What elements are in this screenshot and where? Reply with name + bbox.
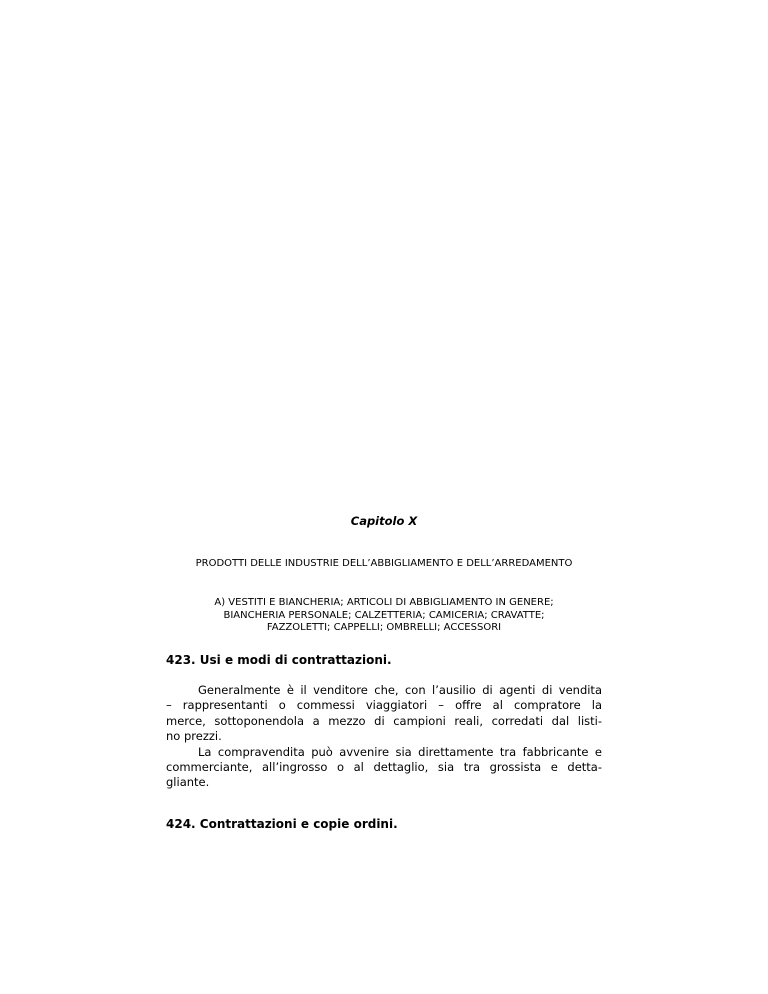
subsection-heading-line: FAZZOLETTI; CAPPELLI; OMBRELLI; ACCESSORI: [266, 622, 502, 633]
paragraph-line: Generalmente è il venditore che, con l’ausilio di agenti di vendita: [198, 683, 602, 697]
paragraph-line: merce, sottoponendola a mezzo di campioni reali, corredati dal listi-: [166, 713, 602, 728]
section-heading: PRODOTTI DELLE INDUSTRIE DELL’ABBIGLIAMENTO E DELL’ARREDAMENTO: [195, 558, 573, 569]
subsection-heading-line: BIANCHERIA PERSONALE; CALZETTERIA; CAMICERIA; CRAVATTE;: [223, 609, 545, 621]
subsection-heading-line: A) VESTITI E BIANCHERIA; ARTICOLI DI ABBIGLIAMENTO IN GENERE;: [214, 597, 554, 608]
paragraph-line: no prezzi.: [166, 729, 222, 744]
paragraph-line: La compravendita può avvenire sia direttamente tra fabbricante e: [198, 744, 602, 759]
article-title-423: 423. Usi e modi di contrattazioni.: [166, 653, 392, 667]
chapter-title: Capitolo X: [350, 514, 418, 528]
article-title-424: 424. Contrattazioni e copie ordini.: [166, 817, 398, 831]
paragraph-line: gliante.: [166, 775, 210, 790]
paragraph-line: – rappresentanti o commessi viaggiatori – offre al compratore la: [166, 698, 602, 713]
paragraph-line: commerciante, all’ingrosso o al dettaglio, sia tra grossista e detta-: [166, 760, 602, 775]
article-body-423: [166, 683, 602, 791]
subsection-heading: [0, 597, 768, 635]
